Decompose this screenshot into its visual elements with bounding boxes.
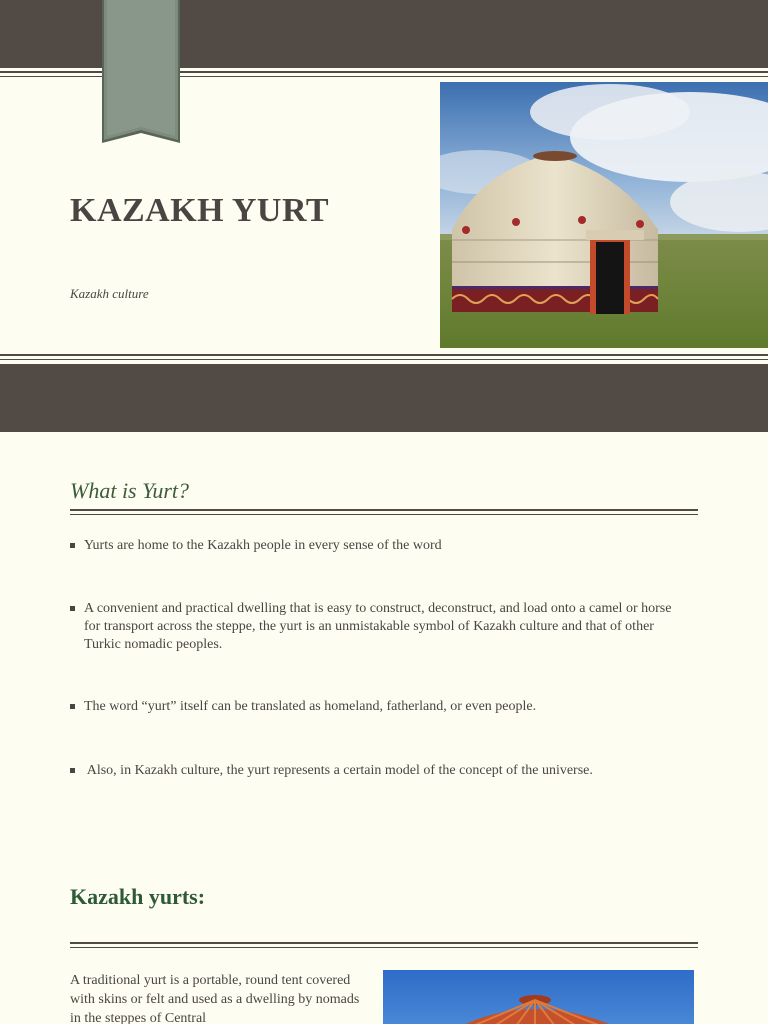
bullet-square-icon xyxy=(70,606,75,611)
kazakh-yurts-slide xyxy=(0,864,768,1024)
title-slide xyxy=(0,0,768,432)
slide-body-text: A traditional yurt is a portable, round tent covered with skins or felt and used as a dwelling by nomads in the steppes of Central xyxy=(70,973,360,1024)
yurt-frame-photo xyxy=(383,970,694,1024)
bullet-item: Yurts are home to the Kazakh people in every sense of the word xyxy=(70,537,690,555)
slide-heading: What is Yurt? xyxy=(70,478,190,503)
bullet-square-icon xyxy=(70,704,75,709)
bullet-square-icon xyxy=(70,768,75,773)
ribbon-bookmark-icon xyxy=(102,0,180,143)
bottom-divider-thin-line xyxy=(0,359,768,360)
yurt-frame-photo-icon xyxy=(383,970,694,1024)
what-is-yurt-slide xyxy=(0,432,768,864)
bullet-item: Also, in Kazakh culture, the yurt represents a certain model of the concept of the universe. xyxy=(70,762,690,780)
bottom-divider-line xyxy=(0,354,768,356)
bullet-item: The word “yurt” itself can be translated as homeland, fatherland, or even people. xyxy=(70,698,690,716)
slide-subtitle: Kazakh culture xyxy=(70,286,149,301)
yurt-on-steppe-photo xyxy=(440,82,768,348)
yurt-photo-icon xyxy=(440,82,768,348)
slide-heading: Kazakh yurts: xyxy=(70,884,206,909)
bottom-decorative-band xyxy=(0,364,768,432)
bullet-square-icon xyxy=(70,543,75,548)
slide-title: KAZAKH YURT xyxy=(70,192,330,229)
bullet-item: A convenient and practical dwelling that is easy to construct, deconstruct, and load onto a camel or horse for transport across the steppe, the yurt is an unmistakable symbol of Kazakh culture and that of other Turkic nomadic peoples. xyxy=(70,600,690,654)
